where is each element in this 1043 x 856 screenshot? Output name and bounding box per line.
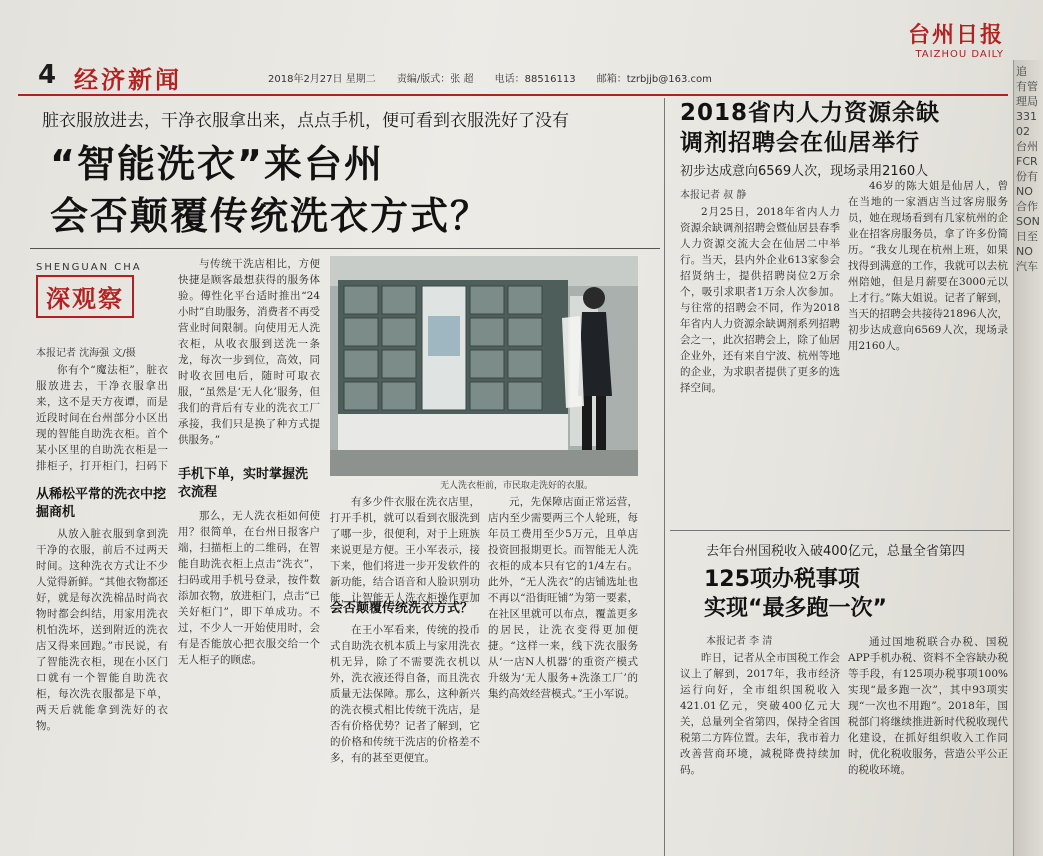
headline-line-1: “智能洗衣”来台州 xyxy=(50,142,384,186)
email-address: 邮箱：tzrbjjb@163.com xyxy=(596,74,712,85)
column-divider xyxy=(664,98,665,856)
column-1-paragraph: 从放入脏衣服到拿到洗干净的衣服，前后不过两天时间。这种洗衣方式让不少人觉得新鲜。“其他衣物都还好，就是每次洗棉品时尚衣物时都会纠结，用家用洗衣机怕洗坏，送到附近的洗衣店又得来回跑。”市民说，有了智能洗衣柜，现在小区门口就有一个智能自助洗衣柜，每次洗衣服都是下单，两天后就能拿到洗好的衣物。 xyxy=(36,528,168,732)
header-meta xyxy=(268,70,730,85)
article-intro xyxy=(36,362,168,472)
page-number: 4 xyxy=(38,60,57,90)
brand-name: 台州日报 xyxy=(907,23,1004,48)
column-pinyin: SHENGUAN CHA xyxy=(36,262,142,273)
tax-column-1-paragraph: 昨日，记者从全市国税工作会议上了解到，2017年，我市经济运行向好，全市组织国税收入421.01亿元，突破400亿元大关，总量列全省第四，保持全省国税第二方阵位置。去年，我市着力改善营商环境，减税降费持续加码。 xyxy=(680,652,840,776)
issue-date: 2018年2月27日 星期二 xyxy=(268,74,376,85)
tax-headline-line-1: 125项办税事项 xyxy=(704,567,860,592)
tax-article-lede: 去年台州国税收入破400亿元，总量全省第四 xyxy=(706,544,965,559)
tax-column-1-text xyxy=(680,650,840,848)
section-title: 经济新闻 xyxy=(74,66,182,94)
adjacent-page-text: 追 有管理局 33102 台州 FCR 份有 NO 合作 SON 日至 NO 汽车 xyxy=(1016,65,1040,273)
column-2-paragraph: 与传统干洗店相比，方便快捷是顾客最想获得的服务体验。傅性化平台适时推出“24小时”自助服务，消费者不再受营业时间限制。向使用无人洗衣柜，从收衣服到送洗一条龙，每次一步到位，高效，同时收衣回电后，随时可取衣服，“虽然是‘无人化’服务，但我们的背后有专业的洗衣工厂承接，我们只是换了种方式提供服务。” xyxy=(178,258,320,446)
column-2b-text xyxy=(178,508,320,848)
photo-illustration xyxy=(330,256,638,476)
column-4-text xyxy=(488,494,638,848)
tax-article-headline xyxy=(704,565,887,623)
column-1-text xyxy=(36,526,168,848)
subhead-1: 从稀松平常的洗衣中挖掘商机 xyxy=(36,487,167,520)
smart-laundry-locker-photo xyxy=(330,256,638,476)
main-article-lede: 脏衣服放进去，干净衣服拿出来，点点手机，便可看到衣服洗好了没有 xyxy=(42,111,569,131)
right-article-subtitle: 初步达成意向6569人次，现场录用2160人 xyxy=(680,164,929,179)
tax-article-byline: 本报记者 李 清 xyxy=(706,636,773,647)
column-3-text xyxy=(330,494,480,606)
photo-caption: 无人洗衣柜前，市民取走洗好的衣服。 xyxy=(440,481,594,491)
right-column-1-paragraph: 2月25日，2018年省内人力资源余缺调剂招聘会暨仙居县春季人力资源交流大会在仙居二中举行。当天，县内外企业613家参会招贤纳士，提供招聘岗位2万余个，吸引求职者1万余人次参加。与往常的招聘会不同，作为2018年省内人力资源余缺调剂系列招聘会之一，此次招聘会上，除了仙居企业外，还有来自宁波、杭州等地的企业，为求职者提供了更多的选择空间。 xyxy=(680,206,840,394)
brand-name-en: TAIZHOU DAILY xyxy=(915,49,1004,60)
column-4-paragraph: 元，先保障店面正常运营，店内至少需要两三个人轮班，每年员工费用至少5万元，且单店投资回报期更长。而智能无人洗衣柜的成本只有它的1/4左右。此外，“无人洗衣”的店铺选址也不再以“沿街旺铺”为第一要素，在社区里就可以布点，覆盖更多的居民，让洗衣变得更加便捷。“这样一来，线下洗衣服务从‘一店N人机器’的重资产模式升级为‘无人服务+洗涤工厂’的集约高效经营模式。”王小军说。 xyxy=(488,496,638,700)
right-article-headline xyxy=(680,98,940,158)
right-headline-line-1: 2018省内人力资源余缺 xyxy=(680,100,941,126)
editor-credit: 责编/版式：张 超 xyxy=(396,74,474,85)
column-3-paragraph: 有多少件衣服在洗衣店里，打开手机，就可以看到衣服洗到了哪一步，很便利，对于上班族来说更是方便。王小军表示，接下来，他们将进一步开发软件的新功能，结合语音和人脸识别功能，让智能无人洗衣柜操作更加 xyxy=(330,496,480,604)
main-article-byline: 本报记者 沈海强 文/摄 xyxy=(36,348,136,359)
column-name: 深观察 xyxy=(36,275,134,318)
right-column-2-paragraph: 46岁的陈大姐是仙居人，曾在当地的一家酒店当过客房服务员，她在现场看到有几家杭州的企业在招客房服务员，拿了许多份简历。“我女儿现在杭州上班，如果找得到满意的工作，我就可以去杭州陪她，但是月薪要在3000元以上才行。”陈大姐说。记者了解到，当天的招聘会共接待21896人次，初步达成意向6569人次，现场录用2160人。 xyxy=(848,180,1008,352)
page-header xyxy=(18,23,1008,96)
phone-number: 电话：88516113 xyxy=(494,74,576,85)
right-column-2-text xyxy=(848,178,1008,520)
subhead-2: 手机下单，实时掌握洗衣流程 xyxy=(178,467,309,500)
column-2-text xyxy=(178,256,320,456)
divider xyxy=(30,248,660,249)
column-2b-paragraph: 那么，无人洗衣柜如何使用？很简单，在台州日报客户端，扫描柜上的二维码，在智能自助洗衣柜上点击“洗衣”，扫码或用手机号登录，按件数添加衣物，放进柜门，点击“已关好柜门”，即下单成功。不过，不少人一开始使用时，会有是否能放心把衣服交给一个无人柜子的顾虑。 xyxy=(178,510,320,666)
column-3b-text xyxy=(330,622,480,848)
divider xyxy=(670,530,1010,531)
right-column-1-text xyxy=(680,204,840,520)
adjacent-page-edge xyxy=(1013,60,1043,856)
main-article-headline xyxy=(50,138,490,242)
right-headline-line-2: 调剂招聘会在仙居举行 xyxy=(680,130,920,156)
column-logo xyxy=(36,262,186,322)
headline-line-2: 会否颠覆传统洗衣方式？ xyxy=(50,194,491,238)
intro-paragraph: 你有个“魔法柜”，脏衣服放进去，干净衣服拿出来，这不是天方夜谭，而是近段时间在台州部分小区出现的智能自助洗衣柜。首个某小区里的自助洗衣柜是一排柜子，打开柜门，扫码下 xyxy=(36,364,168,472)
tax-column-2-paragraph: 通过国地税联合办税、国税APP手机办税、资料不全容缺办税等手段，有125项办税事项100%实现“最多跑一次”，其中93项实现“一次也不用跑”。2018年，国税部门将继续推进新时代税收现代化建设，在抓好组织收入工作同时，优化税收服务，营造公平公正的税收环境。 xyxy=(848,636,1008,776)
right-article-byline: 本报记者 叔 静 xyxy=(680,190,747,201)
column-3b-paragraph: 在王小军看来，传统的投币式自助洗衣机本质上与家用洗衣机无异，除了不需要洗衣机以外，洗衣液还得自备，而且洗衣质量无法保障。那么，这种新兴的洗衣模式相比传统干洗店，是否有价格优势？记者了解到，它的价格和传统干洗店的价格差不多，有的甚至更便宜。 xyxy=(330,624,480,764)
newspaper-brand xyxy=(908,18,1004,60)
tax-headline-line-2: 实现“最多跑一次” xyxy=(704,596,887,621)
subhead-3: 会否颠覆传统洗衣方式？ xyxy=(330,601,474,616)
tax-column-2-text xyxy=(848,634,1008,848)
